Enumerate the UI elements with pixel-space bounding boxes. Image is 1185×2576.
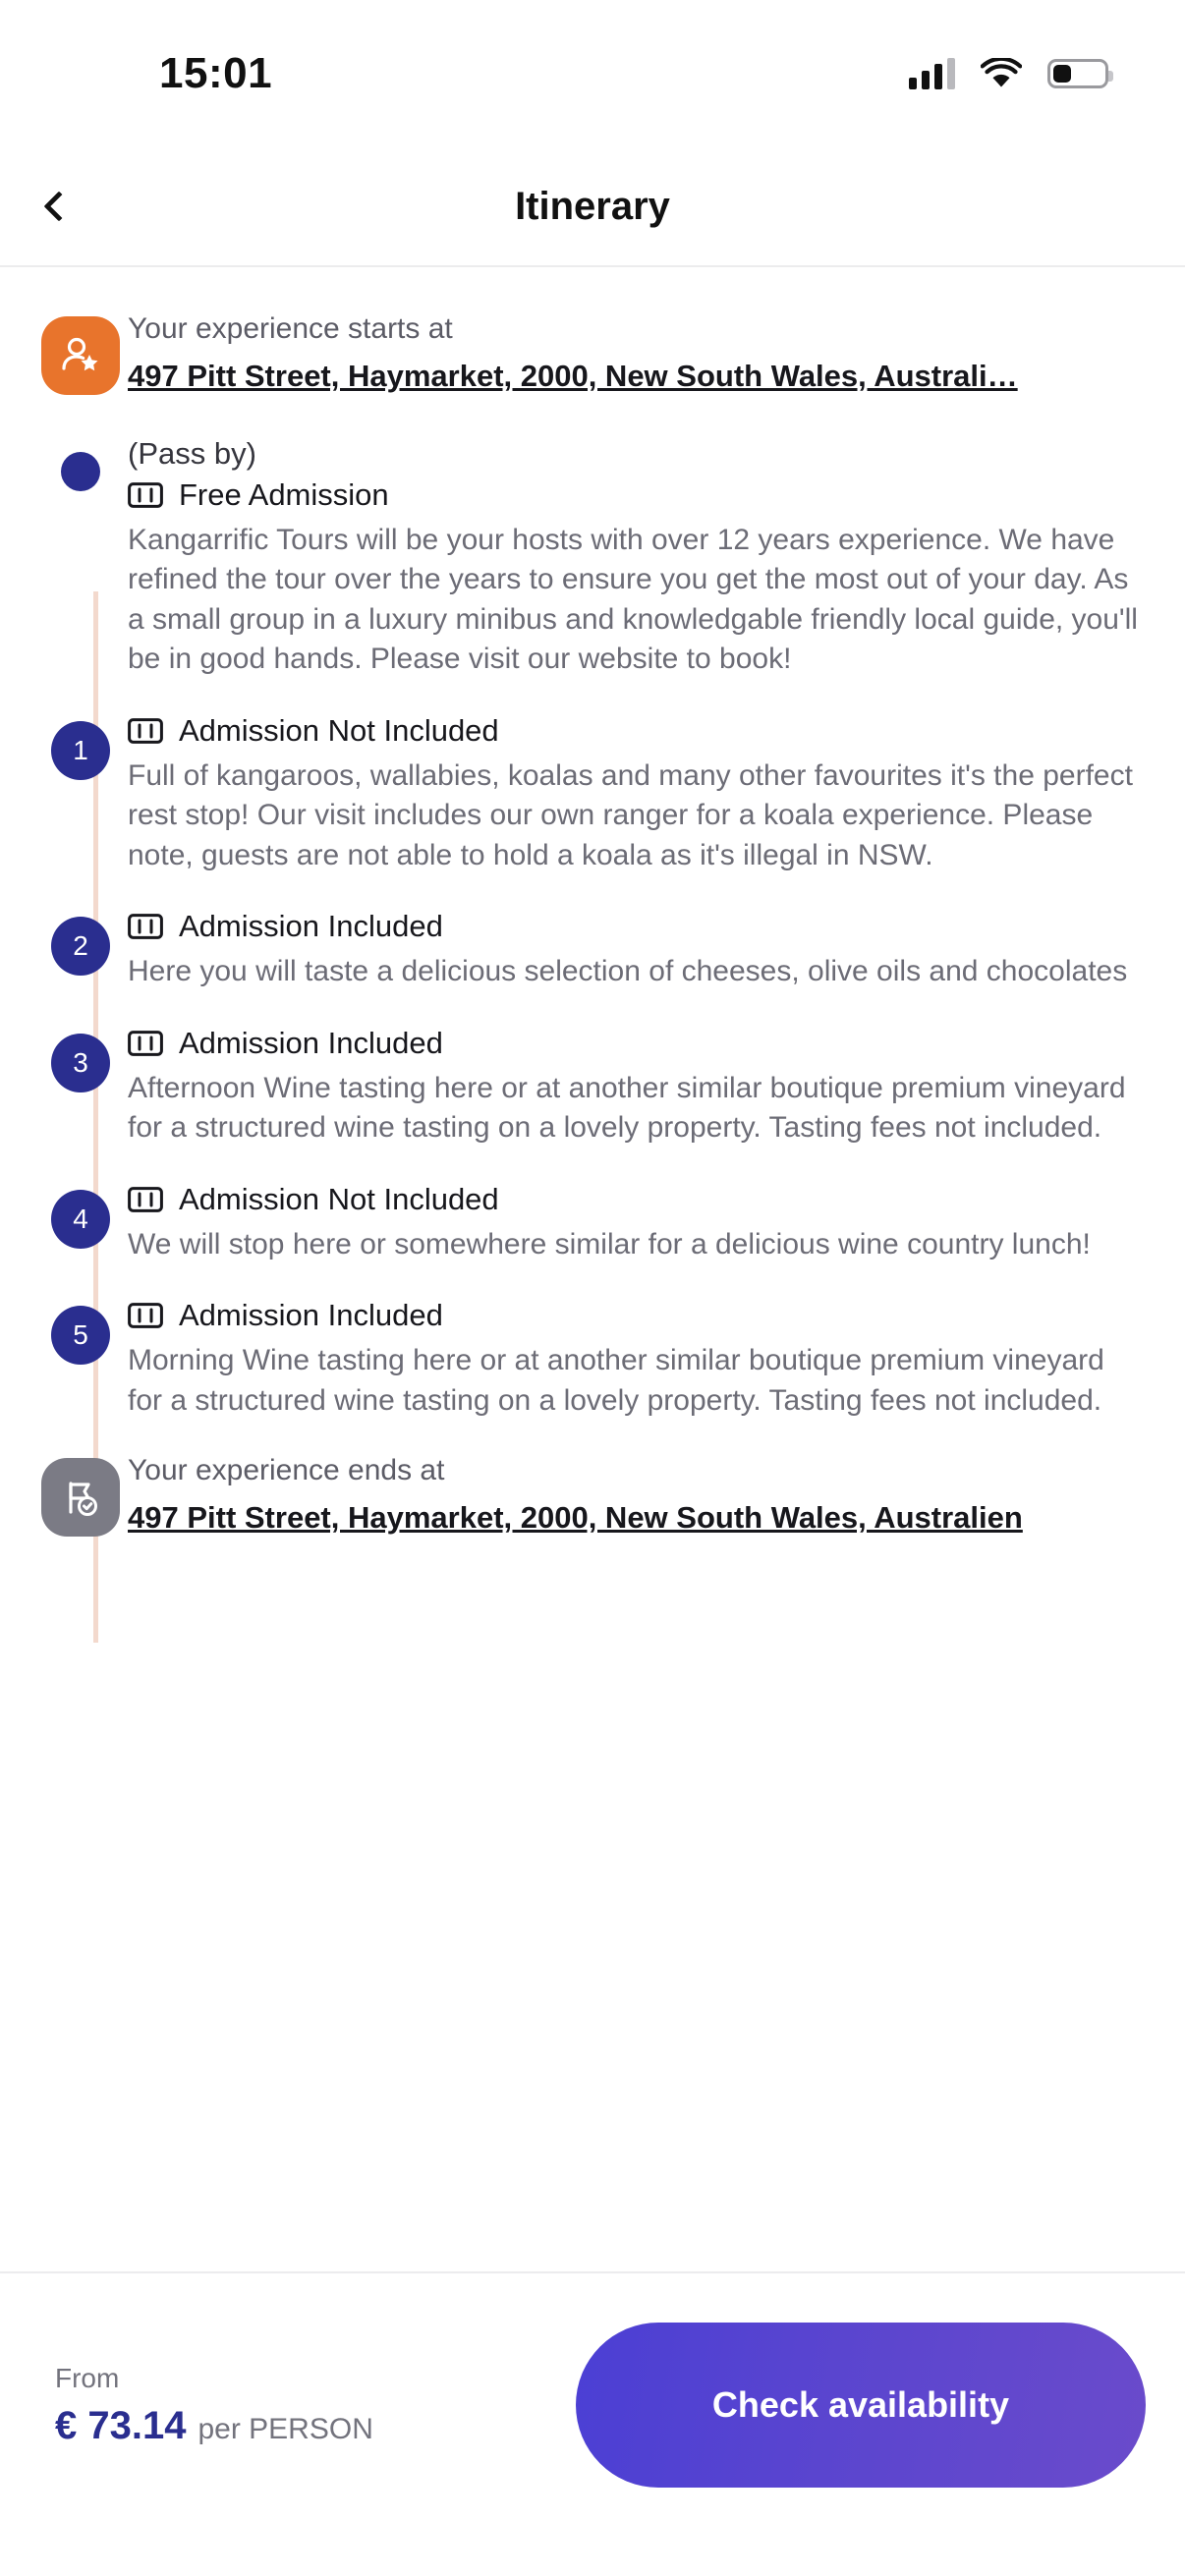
step-admission-text: Admission Not Included — [179, 1181, 499, 1216]
itinerary-step — [33, 909, 1152, 992]
price-amount: € 73.14 — [55, 2403, 187, 2447]
back-button[interactable] — [0, 147, 118, 265]
step-admission-line — [128, 1182, 1138, 1217]
wifi-icon — [981, 58, 1022, 89]
step-description: Morning Wine tasting here or at another similar boutique premium vineyard for a structured wine tasting on a lovely property. Tasting fees not included. — [128, 1344, 1104, 1417]
step-admission-text: Admission Included — [179, 1298, 443, 1333]
step-number-badge: 3 — [51, 1034, 110, 1092]
step-content — [128, 1182, 1152, 1265]
step-admission-text: Free Admission — [179, 476, 389, 512]
itinerary-end — [33, 1454, 1152, 1539]
price-row — [55, 2404, 373, 2448]
step-passby-label: (Pass by) — [128, 435, 256, 471]
chevron-left-icon — [43, 191, 74, 221]
itinerary-step — [33, 713, 1152, 876]
marker-column — [33, 1182, 128, 1265]
step-description: Here you will taste a delicious selection of cheeses, olive oils and chocolates — [128, 955, 1128, 988]
booking-footer — [0, 2271, 1185, 2576]
end-content — [128, 1454, 1152, 1539]
step-admission-line — [128, 713, 1138, 749]
itinerary-step — [33, 1182, 1152, 1265]
step-number-badge: 5 — [51, 1306, 110, 1365]
step-number-badge: 4 — [51, 1190, 110, 1249]
price-unit: per PERSON — [198, 2412, 373, 2445]
step-admission-line — [128, 909, 1138, 944]
status-indicators — [909, 58, 1108, 89]
navigation-bar — [0, 147, 1185, 267]
step-description: Kangarrific Tours will be your hosts with over 12 years experience. We have refined the tour over the years to ensure you get the most out of your day. As a small group in a luxury minibus and knowledgable friendly local guide, you'll be in good hands. Please visit our website to book! — [128, 523, 1138, 676]
start-label: Your experience starts at — [128, 312, 453, 345]
page-title: Itinerary — [515, 184, 670, 228]
battery-icon — [1047, 59, 1108, 88]
itinerary-step — [33, 1298, 1152, 1421]
itinerary-step — [33, 1026, 1152, 1148]
check-availability-button[interactable]: Check availability — [576, 2323, 1146, 2488]
ticket-icon — [128, 914, 163, 939]
step-content — [128, 713, 1152, 876]
ticket-icon — [128, 482, 163, 508]
step-description: We will stop here or somewhere similar for a delicious wine country lunch! — [128, 1227, 1091, 1260]
step-content — [128, 436, 1152, 680]
price-from-label: From — [55, 2362, 120, 2393]
status-time: 15:01 — [159, 49, 273, 97]
step-number-badge: 2 — [51, 917, 110, 976]
step-admission-line — [128, 1298, 1138, 1333]
step-admission-line — [128, 477, 1138, 513]
ticket-icon — [128, 718, 163, 744]
status-bar — [0, 0, 1185, 147]
finish-flag-icon — [41, 1458, 120, 1537]
ticket-icon — [128, 1187, 163, 1212]
itinerary-start — [33, 312, 1152, 397]
start-pin-icon — [41, 316, 120, 395]
end-address[interactable]: 497 Pitt Street, Haymarket, 2000, New South Wales, Australien — [128, 1500, 1023, 1536]
step-content — [128, 909, 1152, 992]
itinerary-step — [33, 436, 1152, 680]
price-block — [55, 2363, 373, 2448]
marker-column — [33, 312, 128, 397]
start-content — [128, 312, 1152, 397]
marker-column — [33, 1454, 128, 1539]
step-content — [128, 1298, 1152, 1421]
step-admission-text: Admission Included — [179, 909, 443, 944]
signal-icon — [909, 58, 955, 89]
step-admission-text: Admission Included — [179, 1025, 443, 1060]
marker-column — [33, 1026, 128, 1148]
marker-column — [33, 713, 128, 876]
step-description: Full of kangaroos, wallabies, koalas and many other favourites it's the perfect rest stop! Our visit includes our own ranger for a koala experience. Please note, guests are not able to hold a koala as it's illegal in NSW. — [128, 758, 1133, 871]
marker-column — [33, 436, 128, 680]
timeline-dot — [61, 452, 100, 491]
end-label: Your experience ends at — [128, 1454, 445, 1487]
step-description: Afternoon Wine tasting here or at another similar boutique premium vineyard for a structured wine tasting on a lovely property. Tasting fees not included. — [128, 1071, 1126, 1145]
step-content — [128, 1026, 1152, 1148]
step-admission-line — [128, 1026, 1138, 1061]
start-address[interactable]: 497 Pitt Street, Haymarket, 2000, New South Wales, Australi… — [128, 359, 1018, 393]
ticket-icon — [128, 1031, 163, 1056]
marker-column — [33, 1298, 128, 1421]
itinerary-list — [0, 267, 1185, 1566]
marker-column — [33, 909, 128, 992]
step-number-badge: 1 — [51, 721, 110, 780]
step-admission-text: Admission Not Included — [179, 712, 499, 748]
ticket-icon — [128, 1303, 163, 1328]
